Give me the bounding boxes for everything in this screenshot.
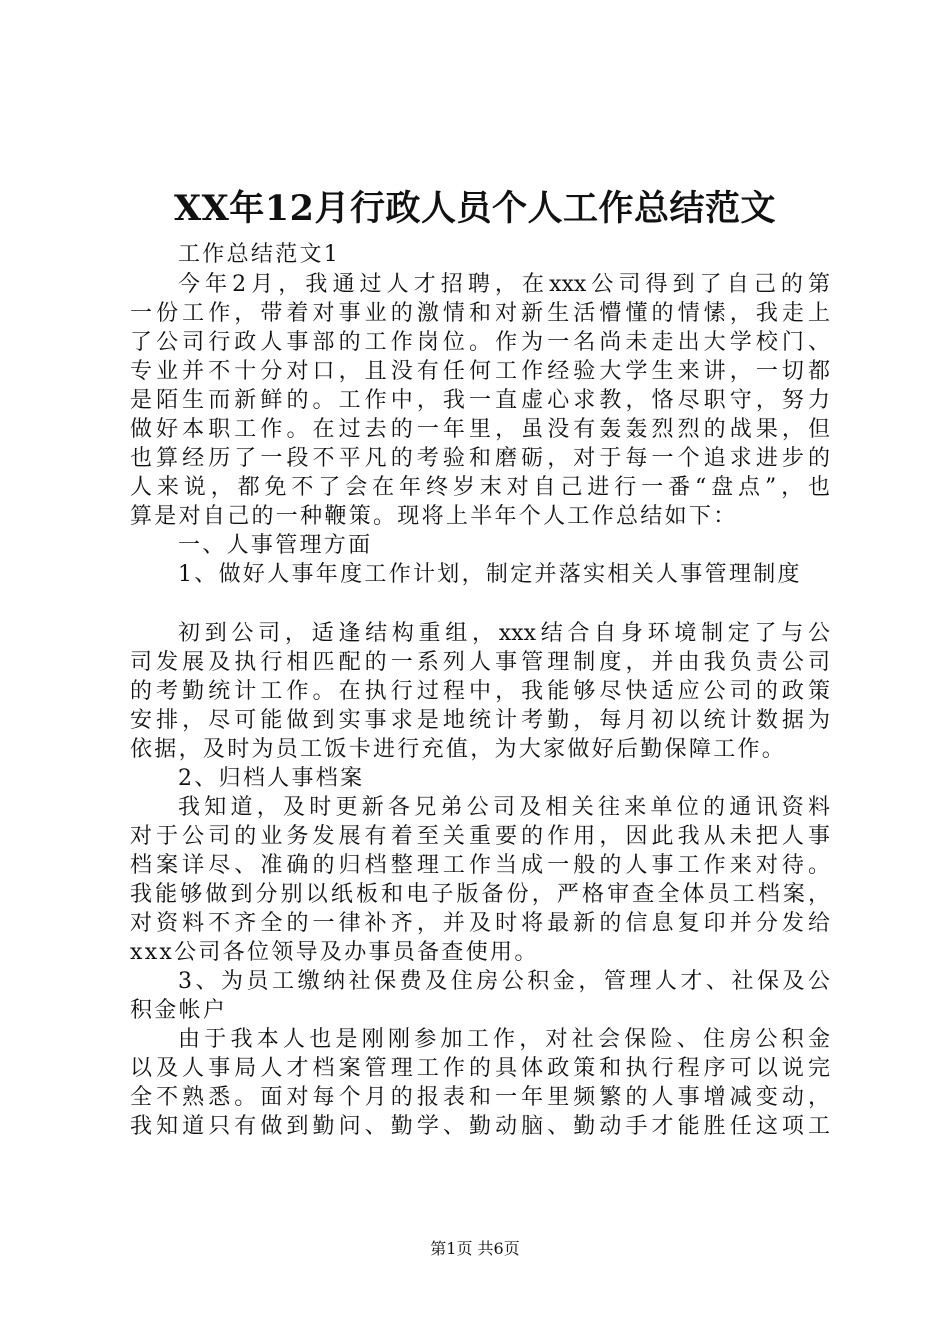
- paragraph-line: 我能够做到分别以纸板和电子版备份，严格审查全体员工档案，: [130, 882, 830, 907]
- section-heading: 一、人事管理方面: [178, 533, 373, 558]
- subsection-heading: 3、为员工缴纳社保费及住房公积金，管理人才、社保及公: [178, 969, 830, 994]
- paragraph-line: 初到公司，适逢结构重组，xxx结合自身环境制定了与公: [178, 621, 830, 646]
- paragraph-line: 算是对自己的一种鞭策。现将上半年个人工作总结如下：: [130, 504, 738, 529]
- paragraph-line: 的考勤统计工作。在执行过程中，我能够尽快适应公司的政策: [130, 679, 830, 704]
- paragraph-line: xxx公司各位领导及办事员备查使用。: [130, 940, 539, 965]
- paragraph-line: 以及人事局人才档案管理工作的具体政策和执行程序可以说完: [130, 1056, 830, 1081]
- paragraph-line: 司发展及执行相匹配的一系列人事管理制度，并由我负责公司: [130, 650, 830, 675]
- subsection-heading: 2、归档人事档案: [178, 766, 365, 791]
- page-number-footer: 第1页 共6页: [430, 1239, 520, 1258]
- paragraph-line: 档案详尽、准确的归档整理工作当成一般的人事工作来对待。: [130, 853, 830, 878]
- section-heading: 工作总结范文1: [178, 242, 341, 267]
- paragraph-line: 我知道只有做到勤问、勤学、勤动脑、勤动手才能胜任这项工: [130, 1114, 830, 1139]
- paragraph-line: 全不熟悉。面对每个月的报表和一年里频繁的人事增减变动，: [130, 1085, 830, 1110]
- paragraph-line: 安排，尽可能做到实事求是地统计考勤，每月初以统计数据为: [130, 708, 830, 733]
- paragraph-line: 做好本职工作。在过去的一年里，虽没有轰轰烈烈的战果，但: [130, 417, 830, 442]
- paragraph-line: 了公司行政人事部的工作岗位。作为一名尚未走出大学校门、: [130, 330, 830, 355]
- subsection-heading: 1、做好人事年度工作计划，制定并落实相关人事管理制度: [178, 562, 802, 587]
- paragraph-line: 我知道，及时更新各兄弟公司及相关往来单位的通讯资料: [178, 795, 830, 820]
- paragraph-line: 人来说，都免不了会在年终岁末对自己进行一番“盘点”，也: [130, 475, 830, 500]
- paragraph-line: 今年2月，我通过人才招聘，在xxx公司得到了自己的第: [178, 272, 830, 297]
- paragraph-line: 专业并不十分对口，且没有任何工作经验大学生来讲，一切都: [130, 359, 830, 384]
- paragraph-line: 一份工作，带着对事业的激情和对新生活懵懂的情愫，我走上: [130, 301, 830, 326]
- paragraph-line: 由于我本人也是刚刚参加工作，对社会保险、住房公积金: [178, 1027, 830, 1052]
- paragraph-line: 也算经历了一段不平凡的考验和磨砺，对于每一个追求进步的: [130, 446, 830, 471]
- document-title: XX年12月行政人员个人工作总结范文: [173, 188, 777, 229]
- paragraph-line: 对于公司的业务发展有着至关重要的作用，因此我从未把人事: [130, 824, 830, 849]
- paragraph-line: 对资料不齐全的一律补齐，并及时将最新的信息复印并分发给: [130, 911, 830, 936]
- paragraph-line: 是陌生而新鲜的。工作中，我一直虚心求教，恪尽职守，努力: [130, 388, 830, 413]
- paragraph-line: 依据，及时为员工饭卡进行充值，为大家做好后勤保障工作。: [130, 737, 787, 762]
- subsection-heading-continued: 积金帐户: [130, 998, 228, 1023]
